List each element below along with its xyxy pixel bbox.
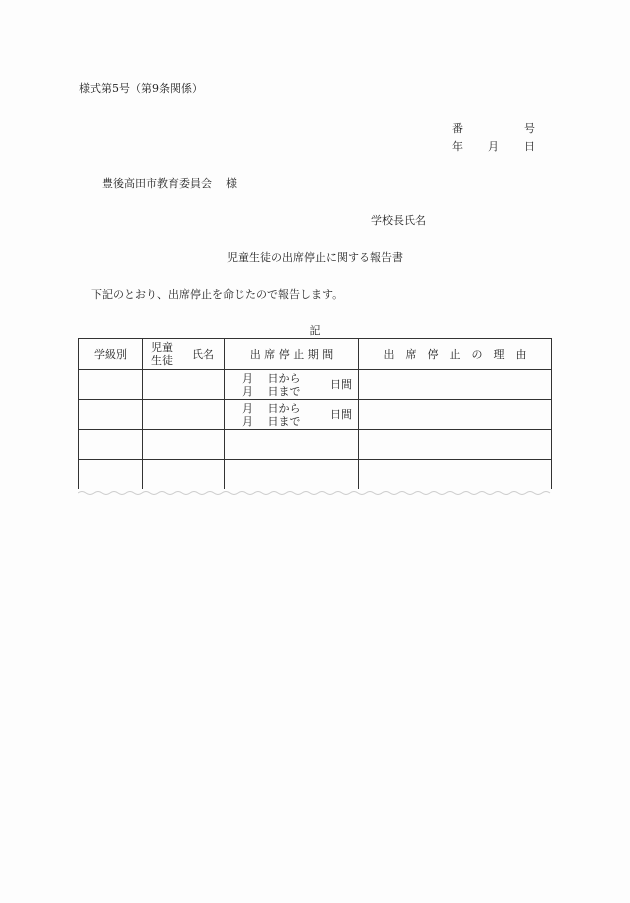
cell-period[interactable]: [225, 430, 359, 460]
sender-name: 学校長氏名: [371, 214, 426, 227]
number-label: 番: [452, 122, 463, 135]
cell-reason[interactable]: [359, 430, 552, 460]
body-text: 下記のとおり、出席停止を命じたので報告します。: [91, 288, 344, 301]
addressee: [102, 175, 237, 191]
cell-pupil-name[interactable]: [143, 370, 225, 400]
header-pupil-name: 氏名: [192, 348, 214, 361]
cell-pupil-name[interactable]: [143, 460, 225, 490]
cell-grade[interactable]: [79, 370, 143, 400]
header-period: 出 席 停 止 期 間: [225, 339, 359, 370]
year-label: 年: [452, 140, 463, 153]
header-pupil-line1: 児童: [151, 341, 173, 354]
number-suffix: 号: [524, 122, 535, 135]
cell-reason[interactable]: [359, 460, 552, 490]
period-from: 月 日から: [242, 402, 301, 415]
cell-period[interactable]: [225, 370, 359, 400]
header-grade: 学級別: [79, 339, 143, 370]
cell-grade[interactable]: [79, 400, 143, 430]
cell-reason[interactable]: [359, 370, 552, 400]
cell-pupil-name[interactable]: [143, 430, 225, 460]
ki-label: 記: [309, 324, 321, 337]
cell-pupil-name[interactable]: [143, 400, 225, 430]
period-days: 日間: [330, 408, 352, 421]
table-row: [79, 400, 552, 430]
month-label: 月: [488, 140, 499, 153]
table-cutoff-wave: [78, 489, 552, 497]
period-to: 月 日まで: [242, 415, 301, 428]
header-reason: 出 席 停 止 の 理 由: [359, 339, 552, 370]
report-table: [78, 338, 552, 489]
cell-grade[interactable]: [79, 460, 143, 490]
table-header-row: [79, 339, 552, 370]
form-label: 様式第5号（第9条関係）: [79, 82, 203, 95]
table-row: [79, 430, 552, 460]
table-row: [79, 460, 552, 490]
cell-reason[interactable]: [359, 400, 552, 430]
document-title: 児童生徒の出席停止に関する報告書: [227, 251, 403, 264]
period-days: 日間: [330, 378, 352, 391]
cell-period[interactable]: [225, 400, 359, 430]
period-to: 月 日まで: [242, 385, 301, 398]
period-from: 月 日から: [242, 372, 301, 385]
addressee-honorific: 様: [226, 177, 237, 190]
header-pupil-line2: 生徒: [151, 354, 173, 367]
table-row: [79, 370, 552, 400]
addressee-org: 豊後高田市教育委員会: [102, 177, 212, 190]
cell-period[interactable]: [225, 460, 359, 490]
day-label: 日: [524, 140, 535, 153]
header-pupil: [143, 339, 225, 370]
cell-grade[interactable]: [79, 430, 143, 460]
